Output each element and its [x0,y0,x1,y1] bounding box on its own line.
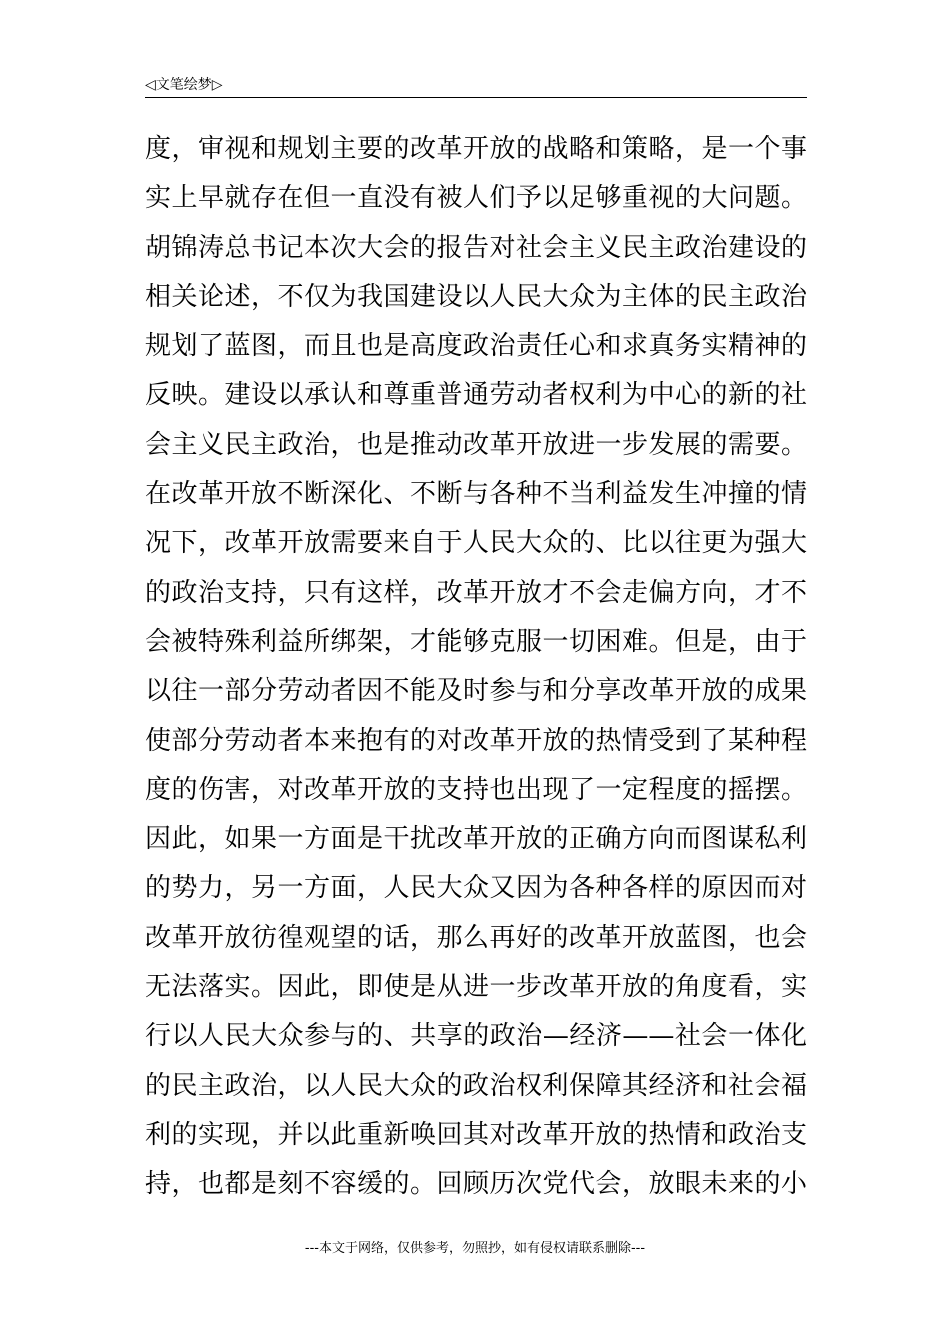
text-line: 的势力，另一方面，人民大众又因为各种各样的原因而对 [145,873,807,904]
text-line: 持，也都是刻不容缓的。回顾历次党代会，放眼未来的小 [145,1169,807,1200]
text-line: 在改革开放不断深化、不断与各种不当利益发生冲撞的情 [145,479,807,510]
footer-disclaimer: ---本文于网络，仅供参考，勿照抄，如有侵权请联系删除--- [304,1241,646,1256]
text-line: 相关论述，不仅为我国建设以人民大众为主体的民主政治 [145,281,807,312]
text-line: 度的伤害，对改革开放的支持也出现了一定程度的摇摆。 [145,774,807,805]
text-line: 实上早就存在但一直没有被人们予以足够重视的大问题。 [145,183,807,214]
text-line: 利的实现，并以此重新唤回其对改革开放的热情和政治支 [145,1119,807,1150]
text-line: 以往一部分劳动者因不能及时参与和分享改革开放的成果 [145,676,807,707]
text-line: 反映。建设以承认和尊重普通劳动者权利为中心的新的社 [145,380,807,411]
text-line: 行以人民大众参与的、共享的政治—经济——社会一体化 [145,1021,807,1052]
text-line: 胡锦涛总书记本次大会的报告对社会主义民主政治建设的 [145,232,807,263]
text-line: 规划了蓝图，而且也是高度政治责任心和求真务实精神的 [145,331,807,362]
text-line: 的政治支持，只有这样，改革开放才不会走偏方向，才不 [145,577,807,608]
body-text [145,125,807,1210]
text-line: 无法落实。因此，即使是从进一步改革开放的角度看，实 [145,972,807,1003]
text-line: 使部分劳动者本来抱有的对改革开放的热情受到了某种程 [145,725,807,756]
text-line: 度，审视和规划主要的改革开放的战略和策略，是一个事 [145,134,807,164]
header-title: ◁文笔绘梦▷ [145,77,223,93]
text-line: 因此，如果一方面是干扰改革开放的正确方向而图谋私利 [145,824,807,855]
text-line: 况下，改革开放需要来自于人民大众的、比以往更为强大 [145,528,807,559]
header-divider [145,97,807,98]
text-line: 改革开放彷徨观望的话，那么再好的改革开放蓝图，也会 [145,922,807,953]
text-line: 的民主政治，以人民大众的政治权利保障其经济和社会福 [145,1070,807,1101]
text-line: 会主义民主政治，也是推动改革开放进一步发展的需要。 [145,429,807,460]
text-line: 会被特殊利益所绑架，才能够克服一切困难。但是，由于 [145,626,807,657]
